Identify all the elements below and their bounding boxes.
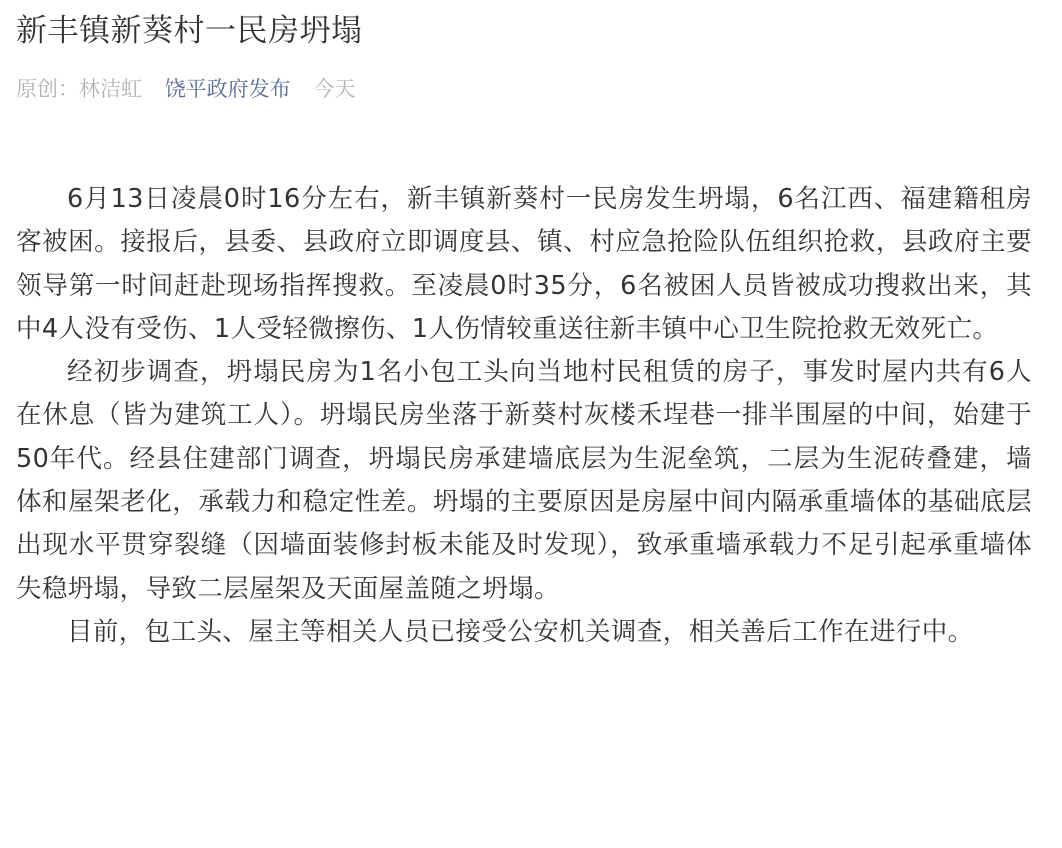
account-link[interactable]: 饶平政府发布: [164, 77, 291, 101]
original-label: 原创：: [16, 77, 79, 101]
article-meta: [16, 72, 355, 106]
paragraph-2: 经初步调查，坍塌民房为1名小包工头向当地村民租赁的房子，事发时屋内共有6人在休息（皆为建筑工人）。坍塌民房坐落于新葵村灰楼禾埕巷一排半围屋的中间，始建于50年代。经县住建部门调查，坍塌民房承建墙底层为生泥垒筑，二层为生泥砖叠建，墙体和屋架老化，承载力和稳定性差。坍塌的主要原因是房屋中间内隔承重墙体的基础底层出现水平贯穿裂缝（因墙面装修封板未能及时发现），致承重墙承载力不足引起承重墙体失稳坍塌，导致二层屋架及天面屋盖随之坍塌。: [16, 357, 1032, 604]
article-title: 新丰镇新葵村一民房坍塌: [16, 13, 363, 49]
paragraph-1: 6月13日凌晨0时16分左右，新丰镇新葵村一民房发生坍塌，6名江西、福建籍租房客被困。接报后，县委、县政府立即调度县、镇、村应急抢险队伍组织抢救，县政府主要领导第一时间赶赴现场指挥搜救。至凌晨0时35分，6名被困人员皆被成功搜救出来，其中4人没有受伤、1人受轻微擦伤、1人伤情较重送往新丰镇中心卫生院抢救无效死亡。: [16, 184, 1032, 344]
paragraph-3: 目前，包工头、屋主等相关人员已接受公安机关调查，相关善后工作在进行中。: [67, 616, 974, 647]
publish-date: 今天: [313, 77, 356, 101]
article-content: [16, 178, 1032, 654]
author-name: 林洁虹: [79, 77, 142, 101]
